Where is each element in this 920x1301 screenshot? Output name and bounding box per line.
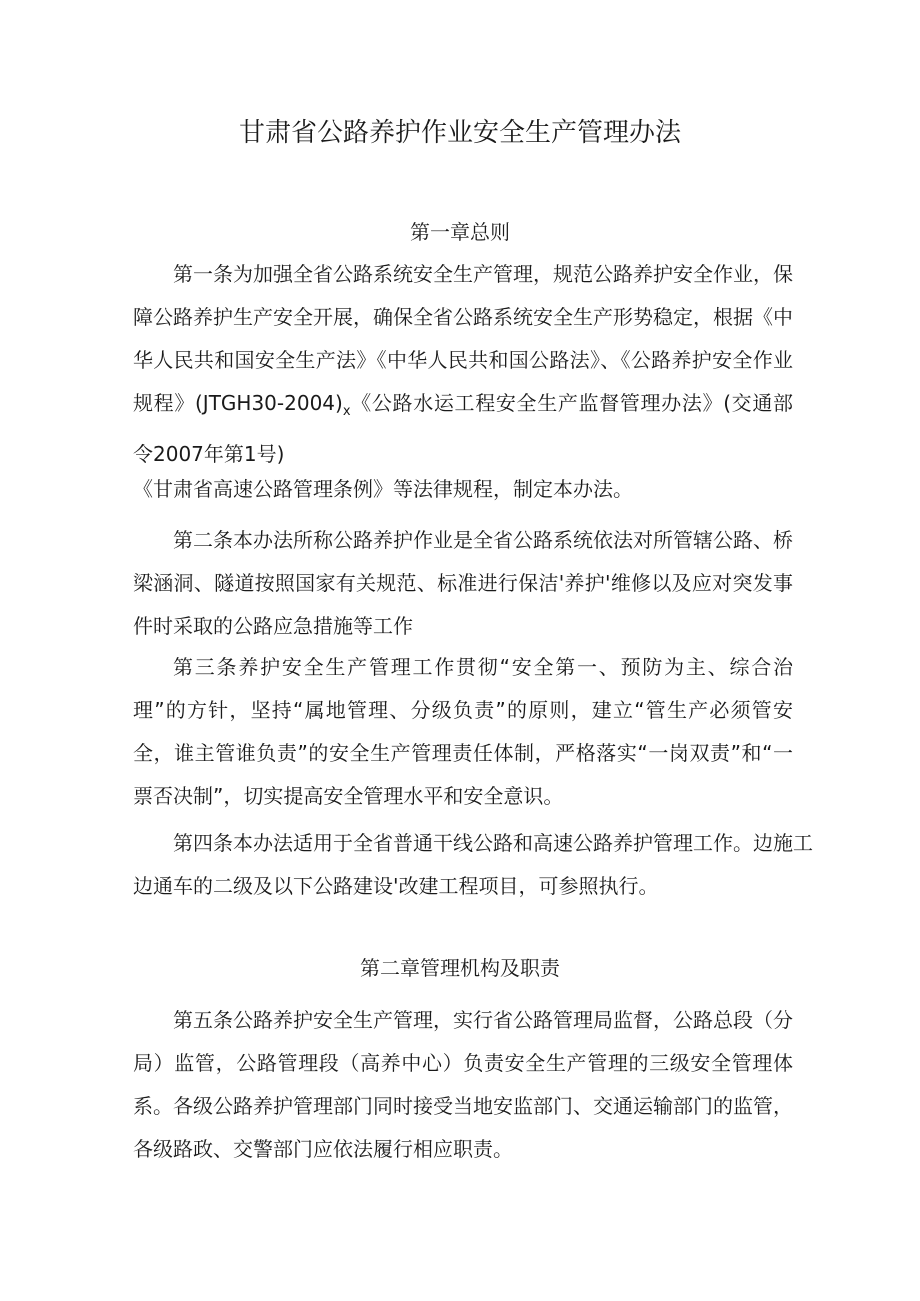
document-title: 甘肃省公路养护作业安全生产管理办法 — [238, 118, 681, 148]
article-1 — [133, 253, 793, 476]
article-4: 第四条本办法适用于全省普通干线公路和高速公路养护管理工作。边施工边通车的二级及以下公路建设'改建工程项目，可参照执行。 — [133, 831, 813, 898]
article-2: 第二条本办法所称公路养护作业是全省公路系统依法对所管辖公路、桥梁涵洞、隧道按照国家有关规范、标准进行保洁'养护'维修以及应对突发事件时采取的公路应急措施等工作 — [133, 528, 793, 638]
article-1-tail: 《甘肃省高速公路管理条例》等法律规程，制定本办法。 — [133, 477, 633, 501]
article-3: 第三条养护安全生产管理工作贯彻“安全第一、预防为主、综合治理”的方针，坚持“属地管理、分级负责”的原则，建立“管生产必须管安全，谁主管谁负责”的安全生产管理责任体制，严格落实“一岗双责”和“一票否决制”，切实提高安全管理水平和安全意识。 — [133, 655, 793, 808]
article-1-text-a: 第一条为加强全省公路系统安全生产管理，规范公路养护安全作业，保障公路养护生产安全开展，确保全省公路系统安全生产形势稳定，根据《中华人民共和国安全生产法》《中华人民共和国公路法》、《公路养护安全作业规程》(JTGH30-2004) — [133, 262, 793, 415]
article-1-text-b: 《公路水运工程安全生产监督管理办法》(交通部令2007年第1号) — [133, 391, 793, 466]
chapter-2-heading: 第二章管理机构及职责 — [360, 956, 560, 980]
article-1-subscript: x — [342, 404, 351, 419]
article-5: 第五条公路养护安全生产管理，实行省公路管理局监督，公路总段（分局）监管，公路管理段（高养中心）负责安全生产管理的三级安全管理体系。各级公路养护管理部门同时接受当地安监部门、交通运输部门的监管，各级路政、交警部门应依法履行相应职责。 — [133, 1008, 793, 1161]
chapter-1-heading: 第一章总则 — [410, 220, 510, 244]
